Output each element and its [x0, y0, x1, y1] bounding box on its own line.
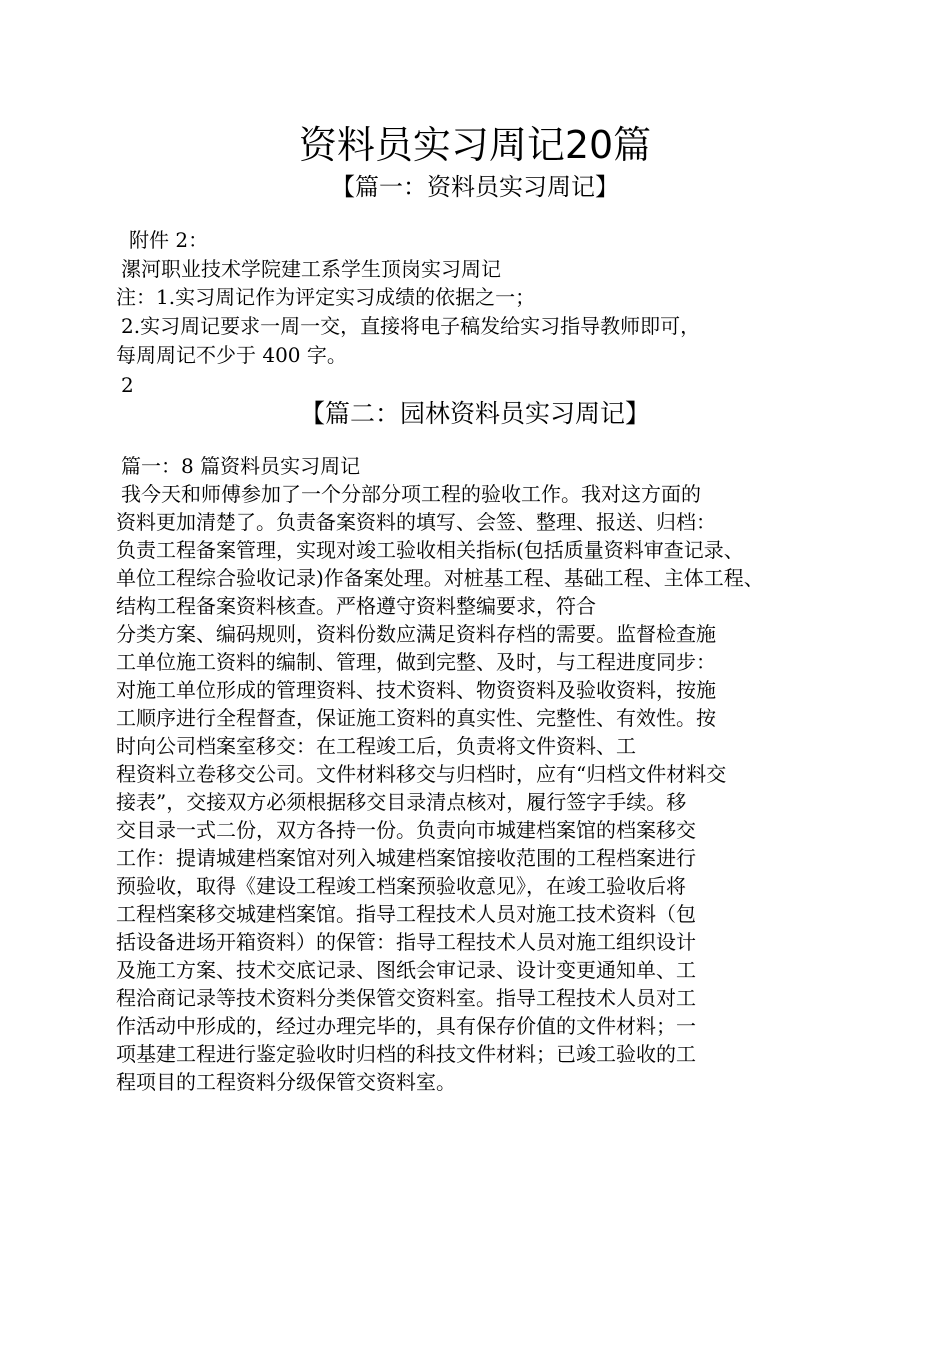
part2-line: 程洽商记录等技术资料分类保管交资料室。指导工程技术人员对工: [116, 986, 696, 1010]
part1-line: 每周周记不少于 400 字。: [116, 343, 347, 367]
part2-line: 程项目的工程资料分级保管交资料室。: [116, 1070, 456, 1094]
part2-line: 括设备进场开箱资料）的保管：指导工程技术人员对施工组织设计: [116, 930, 696, 954]
document-title: 资料员实习周记20篇: [298, 123, 652, 167]
part1-line: 2.实习周记要求一周一交，直接将电子稿发给实习指导教师即可，: [121, 314, 701, 338]
part2-heading: 【篇二：园林资料员实习周记】: [299, 399, 650, 428]
part2-line: 项基建工程进行鉴定验收时归档的科技文件材料；已竣工验收的工: [116, 1042, 696, 1066]
part2-line: 及施工方案、技术交底记录、图纸会审记录、设计变更通知单、工: [116, 958, 696, 982]
part2-line: 负责工程备案管理，实现对竣工验收相关指标(包括质量资料审查记录、: [116, 538, 744, 562]
part2-line: 对施工单位形成的管理资料、技术资料、物资资料及验收资料，按施: [116, 678, 716, 702]
part2-line: 预验收，取得《建设工程竣工档案预验收意见》，在竣工验收后将: [116, 874, 686, 898]
part2-line: 工单位施工资料的编制、管理，做到完整、及时，与工程进度同步：: [116, 650, 716, 674]
part2-line: 程资料立卷移交公司。文件材料移交与归档时，应有“归档文件材料交: [116, 762, 727, 786]
part1-line: 漯河职业技术学院建工系学生顶岗实习周记: [121, 257, 501, 281]
part2-line: 结构工程备案资料核查。严格遵守资料整编要求，符合: [116, 594, 596, 618]
part2-line: 作活动中形成的，经过办理完毕的，具有保存价值的文件材料；一: [116, 1014, 696, 1038]
part1-heading: 【篇一：资料员实习周记】: [331, 173, 619, 201]
part2-line: 单位工程综合验收记录)作备案处理。对桩基工程、基础工程、主体工程、: [116, 566, 764, 590]
part1-line: 附件 2：: [129, 228, 209, 252]
part2-line: 时向公司档案室移交：在工程竣工后，负责将文件资料、工: [116, 734, 636, 758]
part2-line: 工作：提请城建档案馆对列入城建档案馆接收范围的工程档案进行: [116, 846, 696, 870]
part2-line: 资料更加清楚了。负责备案资料的填写、会签、整理、报送、归档：: [116, 510, 716, 534]
page-number: 2: [121, 373, 134, 397]
part2-line: 工顺序进行全程督查，保证施工资料的真实性、完整性、有效性。按: [116, 706, 716, 730]
part2-line: 接表”，交接双方必须根据移交目录清点核对，履行签字手续。移: [116, 790, 687, 814]
part2-line: 我今天和师傅参加了一个分部分项工程的验收工作。我对这方面的: [121, 482, 701, 506]
part2-line: 分类方案、编码规则，资料份数应满足资料存档的需要。监督检查施: [116, 622, 716, 646]
part1-line: 注：1.实习周记作为评定实习成绩的依据之一；: [116, 285, 536, 309]
part2-line: 交目录一式二份，双方各持一份。负责向市城建档案馆的档案移交: [116, 818, 696, 842]
part2-line: 工程档案移交城建档案馆。指导工程技术人员对施工技术资料（包: [116, 902, 696, 926]
part2-line: 篇一：8 篇资料员实习周记: [121, 454, 361, 478]
